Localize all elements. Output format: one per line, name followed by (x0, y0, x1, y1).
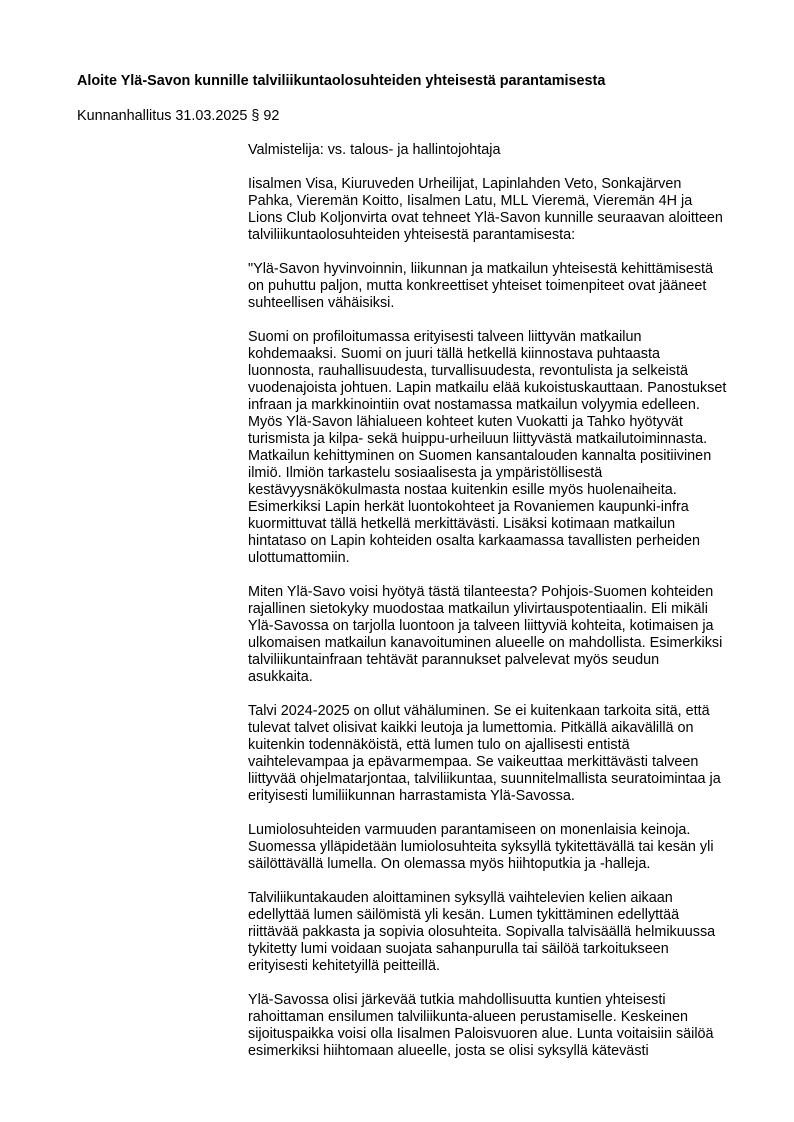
text-line: esimerkiksi hiihtomaan alueelle, josta se olisi syksyllä kätevästi (248, 1043, 649, 1059)
text-line: rahoittaman ensilumen talviliikunta-alueen perustamiselle. Keskeinen (248, 1009, 688, 1025)
text-line: kuormittuvat tällä hetkellä merkittävästi. Lisäksi kotimaan matkailun (248, 516, 676, 532)
text-line: sijoituspaikka voisi olla Iisalmen Paloisvuoren alue. Lunta voitaisiin säilöä (248, 1026, 714, 1042)
paragraph-signatories (248, 176, 723, 244)
text-line: Suomessa ylläpidetään lumiolosuhteita syksyllä tykitettävällä tai kesän yli (248, 839, 714, 855)
paragraph-opportunity (248, 584, 723, 686)
text-line: kohdemaaksi. Suomi on juuri tällä hetkellä kiinnostava puhtaasta (248, 346, 660, 362)
text-line: Talviliikuntakauden aloittaminen syksyllä vaihtelevien kelien aikaan (248, 890, 673, 906)
document-title: Aloite Ylä-Savon kunnille talviliikuntaolosuhteiden yhteisestä parantamisesta (77, 73, 606, 89)
text-line: liittyvää ohjelmatarjontaa, talviliikuntaa, suunnitelmallista seuratoimintaa ja (248, 771, 721, 787)
text-line: Myös Ylä-Savon lähialueen kohteet kuten Vuokatti ja Tahko hyötyvät (248, 414, 683, 430)
text-line: infraan ja markkinointiin ovat nostamassa matkailun volyymia edelleen. (248, 397, 700, 413)
text-line: kestävyysnäkökulmasta nostaa kuitenkin esille myös huolenaiheita. (248, 482, 677, 498)
text-line: säilöttävällä lumella. On olemassa myös hiihtoputkia ja -halleja. (248, 856, 651, 872)
text-line: talviliikuntaolosuhteiden yhteisestä parantamisesta: (248, 227, 576, 243)
paragraph-proposal (248, 992, 718, 1060)
text-line: Ylä-Savossa on tarjolla luontoon ja talveen liittyviä kohteita, kotimaisen ja (248, 618, 714, 634)
text-line: Ylä-Savossa olisi järkevää tutkia mahdollisuutta kuntien yhteisesti (248, 992, 666, 1008)
document-body (248, 142, 727, 1077)
text-line: Lions Club Koljonvirta ovat tehneet Ylä-Savon kunnille seuraavan aloitteen (248, 210, 723, 226)
text-line: ilmiö. Ilmiön tarkastelu sosiaalisesta ja ympäristöllisestä (248, 465, 603, 481)
text-line: ulottumattomiin. (248, 550, 350, 566)
text-line: asukkaita. (248, 669, 313, 685)
text-line: ulkomaisen matkailun kanavoituminen alueelle on mahdollista. Esimerkiksi (248, 635, 723, 651)
text-line: luonnosta, rauhallisuudesta, turvallisuudesta, revontulista ja selkeistä (248, 363, 688, 379)
text-line: edellyttää lumen säilömistä yli kesän. Lumen tykittäminen edellyttää (248, 907, 680, 923)
text-line: vuodenajoista johtuen. Lapin matkailu elää kukoistuskauttaan. Panostukset (248, 380, 727, 396)
text-line: turismista ja kilpa- sekä huippu-urheiluun liittyvästä matkailutoiminnasta. (248, 431, 708, 447)
text-line: Iisalmen Visa, Kiuruveden Urheilijat, Lapinlahden Veto, Sonkajärven (248, 176, 682, 192)
text-line: riittävää pakkasta ja sopivia olosuhteita. Sopivalla talvisäällä helmikuussa (248, 924, 716, 940)
text-line: Talvi 2024-2025 on ollut vähäluminen. Se ei kuitenkaan tarkoita sitä, että (248, 703, 710, 719)
meeting-reference: Kunnanhallitus 31.03.2025 § 92 (77, 108, 280, 124)
preparer-line: Valmistelija: vs. talous- ja hallintojohtaja (248, 142, 501, 158)
paragraph-season-start (248, 890, 718, 975)
paragraph-snow-conditions (248, 822, 718, 873)
text-line: tulevat talvet olisivat kaikki leutoja ja lumettomia. Pitkällä aikavälillä on (248, 720, 694, 736)
text-line: Esimerkiksi Lapin herkät luontokohteet ja Rovaniemen kaupunki-infra (248, 499, 689, 515)
text-line: "Ylä-Savon hyvinvoinnin, liikunnan ja matkailun yhteisestä kehittämisestä (248, 261, 714, 277)
text-line: on puhuttu paljon, mutta konkreettiset yhteiset toimenpiteet ovat jääneet (248, 278, 707, 294)
text-line: hintataso on Lapin kohteiden osalta karkaamassa tavallisten perheiden (248, 533, 701, 549)
text-line: erityisesti kehitetyillä peitteillä. (248, 958, 440, 974)
text-line: vaihtelevampaa ja epävarmempaa. Se vaikeuttaa merkittävästi talveen (248, 754, 699, 770)
text-line: kuitenkin todennäköistä, että lumen tulo on ajallisesti entistä (248, 737, 630, 753)
text-line: Suomi on profiloitumassa erityisesti talveen liittyvän matkailun (248, 329, 642, 345)
text-line: tykitetty lumi voidaan suojata sahanpurulla tai säilöä tarkoitukseen (248, 941, 669, 957)
text-line: rajallinen sietokyky muodostaa matkailun ylivirtauspotentiaalin. Eli mikäli (248, 601, 708, 617)
text-line: Matkailun kehittyminen on Suomen kansantalouden kannalta positiivinen (248, 448, 712, 464)
text-line: Pahka, Vieremän Koitto, Iisalmen Latu, MLL Vieremä, Vieremän 4H ja (248, 193, 693, 209)
paragraph-winter (248, 703, 721, 805)
text-line: Miten Ylä-Savo voisi hyötyä tästä tilanteesta? Pohjois-Suomen kohteiden (248, 584, 714, 600)
text-line: talviliikuntainfraan tehtävät parannukset palvelevat myös seudun (248, 652, 660, 668)
paragraph-quote-intro (248, 261, 718, 312)
text-line: erityisesti lumiliikunnan harrastamista Ylä-Savossa. (248, 788, 575, 804)
text-line: suhteellisen vähäisiksi. (248, 295, 395, 311)
paragraph-tourism (248, 329, 727, 567)
text-line: Lumiolosuhteiden varmuuden parantamiseen on monenlaisia keinoja. (248, 822, 691, 838)
